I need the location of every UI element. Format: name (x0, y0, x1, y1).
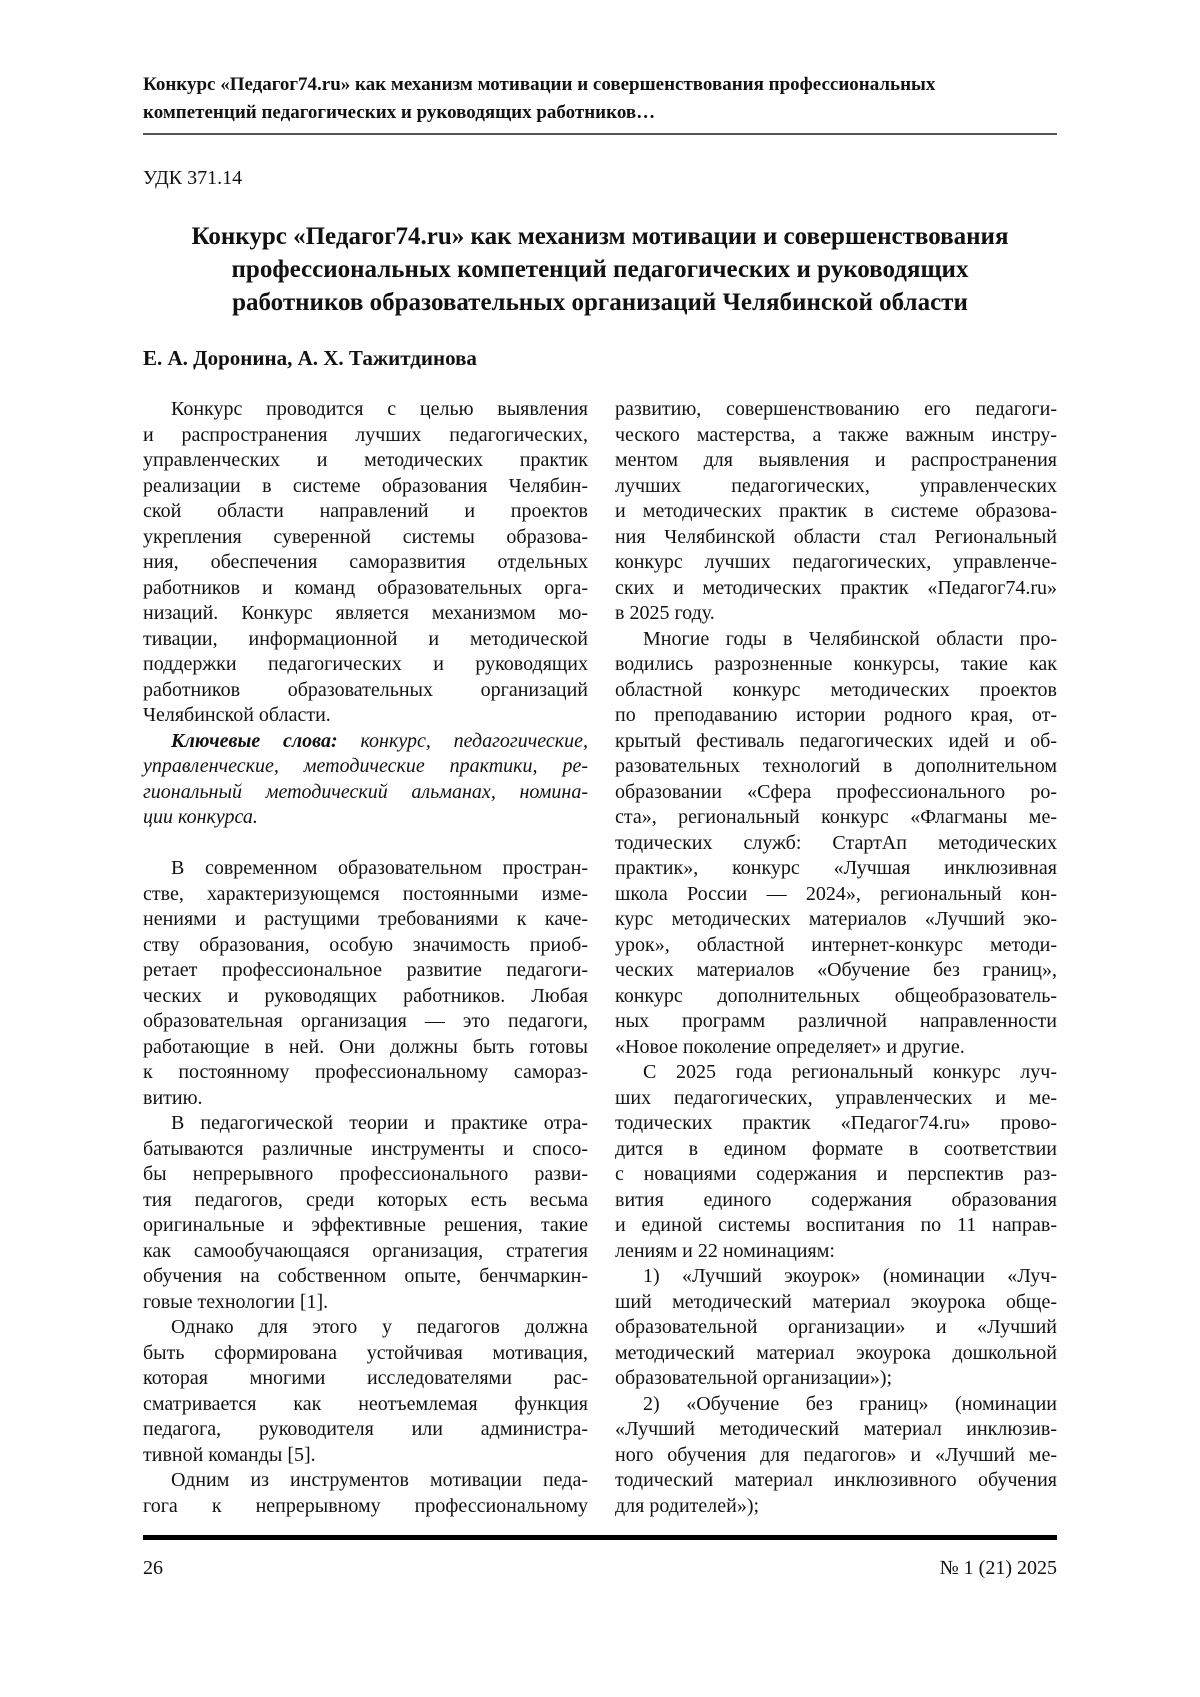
text-line: к постоянному профессиональному самораз- (143, 1060, 588, 1086)
paragraph (143, 1468, 588, 1519)
text-line: ству образования, особую значимость приоб- (143, 933, 588, 959)
paragraph (615, 397, 1057, 627)
paragraph (615, 1060, 1057, 1264)
article-title (143, 220, 1057, 319)
text-line: образовании «Сфера профессионального ро- (615, 780, 1057, 806)
text-line: работников образовательных организаций (143, 678, 588, 704)
text-line: В современном образовательном простран- (143, 856, 588, 882)
text-line: ческих и руководящих работников. Любая (143, 984, 588, 1010)
keywords-line: управленческие, методические практики, ре- (143, 754, 588, 780)
udk-code: УДК 371.14 (143, 165, 242, 191)
text-line: и единой системы воспитания по 11 направ- (615, 1213, 1057, 1239)
header-divider (143, 133, 1057, 135)
footer-divider (143, 1535, 1057, 1540)
text-line: которая многими исследователями рас- (143, 1366, 588, 1392)
text-line: в 2025 году. (615, 601, 1057, 627)
paragraph (615, 1264, 1057, 1392)
text-line: Однако для этого у педагогов должна (143, 1315, 588, 1341)
text-line: и методических практик в системе образова- (615, 499, 1057, 525)
text-line: ного обучения для педагогов» и «Лучший ме- (615, 1443, 1057, 1469)
text-line: ния, обеспечения саморазвития отдельных (143, 550, 588, 576)
title-line: Конкурс «Педагог74.ru» как механизм мотивации и совершенствования (143, 220, 1057, 253)
text-line: тивной команды [5]. (143, 1443, 588, 1469)
text-line: тодических практик «Педагог74.ru» прово- (615, 1111, 1057, 1137)
text-line: методический материал экоурока дошкольной (615, 1341, 1057, 1367)
text-line: тодических служб: СтартАп методических (615, 831, 1057, 857)
text-line: разовательных технологий в дополнительном (615, 754, 1057, 780)
text-line: управленческих и методических практик (143, 448, 588, 474)
keywords (143, 729, 588, 831)
text-line: ста», региональный конкурс «Флагманы ме- (615, 805, 1057, 831)
text-line: В педагогической теории и практике отра- (143, 1111, 588, 1137)
text-line: нениями и растущими требованиями к каче- (143, 907, 588, 933)
left-column (143, 397, 588, 1519)
text-line: лучших педагогических, управленческих (615, 474, 1057, 500)
text-line: конкурс лучших педагогических, управленче- (615, 550, 1057, 576)
text-line: развитию, совершенствованию его педагоги- (615, 397, 1057, 423)
text-line: школа России — 2024», региональный кон- (615, 882, 1057, 908)
text-line: как самообучающаяся организация, стратегия (143, 1239, 588, 1265)
text-line: низаций. Конкурс является механизмом мо- (143, 601, 588, 627)
text-line: реализации в системе образования Челябин- (143, 474, 588, 500)
text-line: бы непрерывного профессионального разви- (143, 1162, 588, 1188)
text-line: урок», областной интернет-конкурс методи- (615, 933, 1057, 959)
text-line: быть сформирована устойчивая мотивация, (143, 1341, 588, 1367)
text-line: лениям и 22 номинациям: (615, 1239, 1057, 1265)
text-line: 1) «Лучший экоурок» (номинации «Луч- (615, 1264, 1057, 1290)
text-line: по преподаванию истории родного края, от- (615, 703, 1057, 729)
text-line: образовательной организации»); (615, 1366, 1057, 1392)
text-line: 2) «Обучение без границ» (номинации (615, 1392, 1057, 1418)
text-line: работающие в ней. Они должны быть готовы (143, 1035, 588, 1061)
text-line: и распространения лучших педагогических, (143, 423, 588, 449)
text-line: тивации, информационной и методической (143, 627, 588, 653)
paragraph (143, 856, 588, 1111)
text-line: педагога, руководителя или администра- (143, 1417, 588, 1443)
running-header (143, 71, 1057, 127)
text-line: курс методических материалов «Лучший эко- (615, 907, 1057, 933)
text-line: работников и команд образовательных орга- (143, 576, 588, 602)
text-line: ментом для выявления и распространения (615, 448, 1057, 474)
text-line: ший методический материал экоурока обще- (615, 1290, 1057, 1316)
text-line: образовательной организации» и «Лучший (615, 1315, 1057, 1341)
title-line: работников образовательных организаций Челябинской области (143, 286, 1057, 319)
authors: Е. А. Доронина, А. Х. Тажитдинова (143, 345, 477, 371)
keywords-line: гиональный методический альманах, номина- (143, 780, 588, 806)
text-line: сматривается как неотъемлемая функция (143, 1392, 588, 1418)
text-line: практик», конкурс «Лучшая инклюзивная (615, 856, 1057, 882)
keywords-label: Ключевые слова: (171, 730, 338, 752)
running-header-line-1: Конкурс «Педагог74.ru» как механизм мотивации и совершенствования профессиональных (143, 71, 1057, 99)
text-line: тодический материал инклюзивного обучения (615, 1468, 1057, 1494)
text-line: дится в едином формате в соответствии (615, 1137, 1057, 1163)
text-line: для родителей»); (615, 1494, 1057, 1520)
text-line: «Лучший методический материал инклюзив- (615, 1417, 1057, 1443)
running-header-line-2: компетенций педагогических и руководящих работников… (143, 99, 1057, 127)
text-line: С 2025 года региональный конкурс луч- (615, 1060, 1057, 1086)
text-line: стве, характеризующемся постоянными изме- (143, 882, 588, 908)
text-line: ния Челябинской области стал Региональный (615, 525, 1057, 551)
text-line: тия педагогов, среди которых есть весьма (143, 1188, 588, 1214)
keywords-line (143, 729, 588, 755)
paragraph (615, 627, 1057, 1061)
text-line: вития единого содержания образования (615, 1188, 1057, 1214)
paragraph-gap (143, 831, 588, 857)
abstract (143, 397, 588, 729)
text-line: ных программ различной направленности (615, 1009, 1057, 1035)
text-line: ретает профессиональное развитие педагоги- (143, 958, 588, 984)
keywords-line: ции конкурса. (143, 805, 588, 831)
text-line: Конкурс проводится с целью выявления (143, 397, 588, 423)
text-line: ских и методических практик «Педагог74.ru» (615, 576, 1057, 602)
text-line: ших педагогических, управленческих и ме- (615, 1086, 1057, 1112)
text-line: конкурс дополнительных общеобразователь- (615, 984, 1057, 1010)
page-number: 26 (143, 1555, 163, 1581)
text-line: ской области направлений и проектов (143, 499, 588, 525)
text-line: ческих материалов «Обучение без границ», (615, 958, 1057, 984)
text-line: витию. (143, 1086, 588, 1112)
text-line: обучения на собственном опыте, бенчмаркин- (143, 1264, 588, 1290)
text-line: оригинальные и эффективные решения, такие (143, 1213, 588, 1239)
paragraph (143, 1111, 588, 1315)
text-line: с новациями содержания и перспектив раз- (615, 1162, 1057, 1188)
right-column (615, 397, 1057, 1519)
keywords-text: конкурс, педагогические, (338, 730, 588, 752)
text-line: Одним из инструментов мотивации педа- (143, 1468, 588, 1494)
paragraph (615, 1392, 1057, 1520)
text-line: укрепления суверенной системы образова- (143, 525, 588, 551)
text-line: Челябинской области. (143, 703, 588, 729)
text-line: поддержки педагогических и руководящих (143, 652, 588, 678)
text-line: крытый фестиваль педагогических идей и об- (615, 729, 1057, 755)
title-line: профессиональных компетенций педагогических и руководящих (143, 253, 1057, 286)
text-line: Многие годы в Челябинской области про- (615, 627, 1057, 653)
issue-number: № 1 (21) 2025 (940, 1555, 1057, 1581)
text-line: гога к непрерывному профессиональному (143, 1494, 588, 1520)
text-line: областной конкурс методических проектов (615, 678, 1057, 704)
text-line: батываются различные инструменты и спосо- (143, 1137, 588, 1163)
text-line: образовательная организация — это педагоги, (143, 1009, 588, 1035)
text-line: водились разрозненные конкурсы, такие как (615, 652, 1057, 678)
paragraph (143, 1315, 588, 1468)
text-line: говые технологии [1]. (143, 1290, 588, 1316)
text-line: «Новое поколение определяет» и другие. (615, 1035, 1057, 1061)
text-line: ческого мастерства, а также важным инстру- (615, 423, 1057, 449)
